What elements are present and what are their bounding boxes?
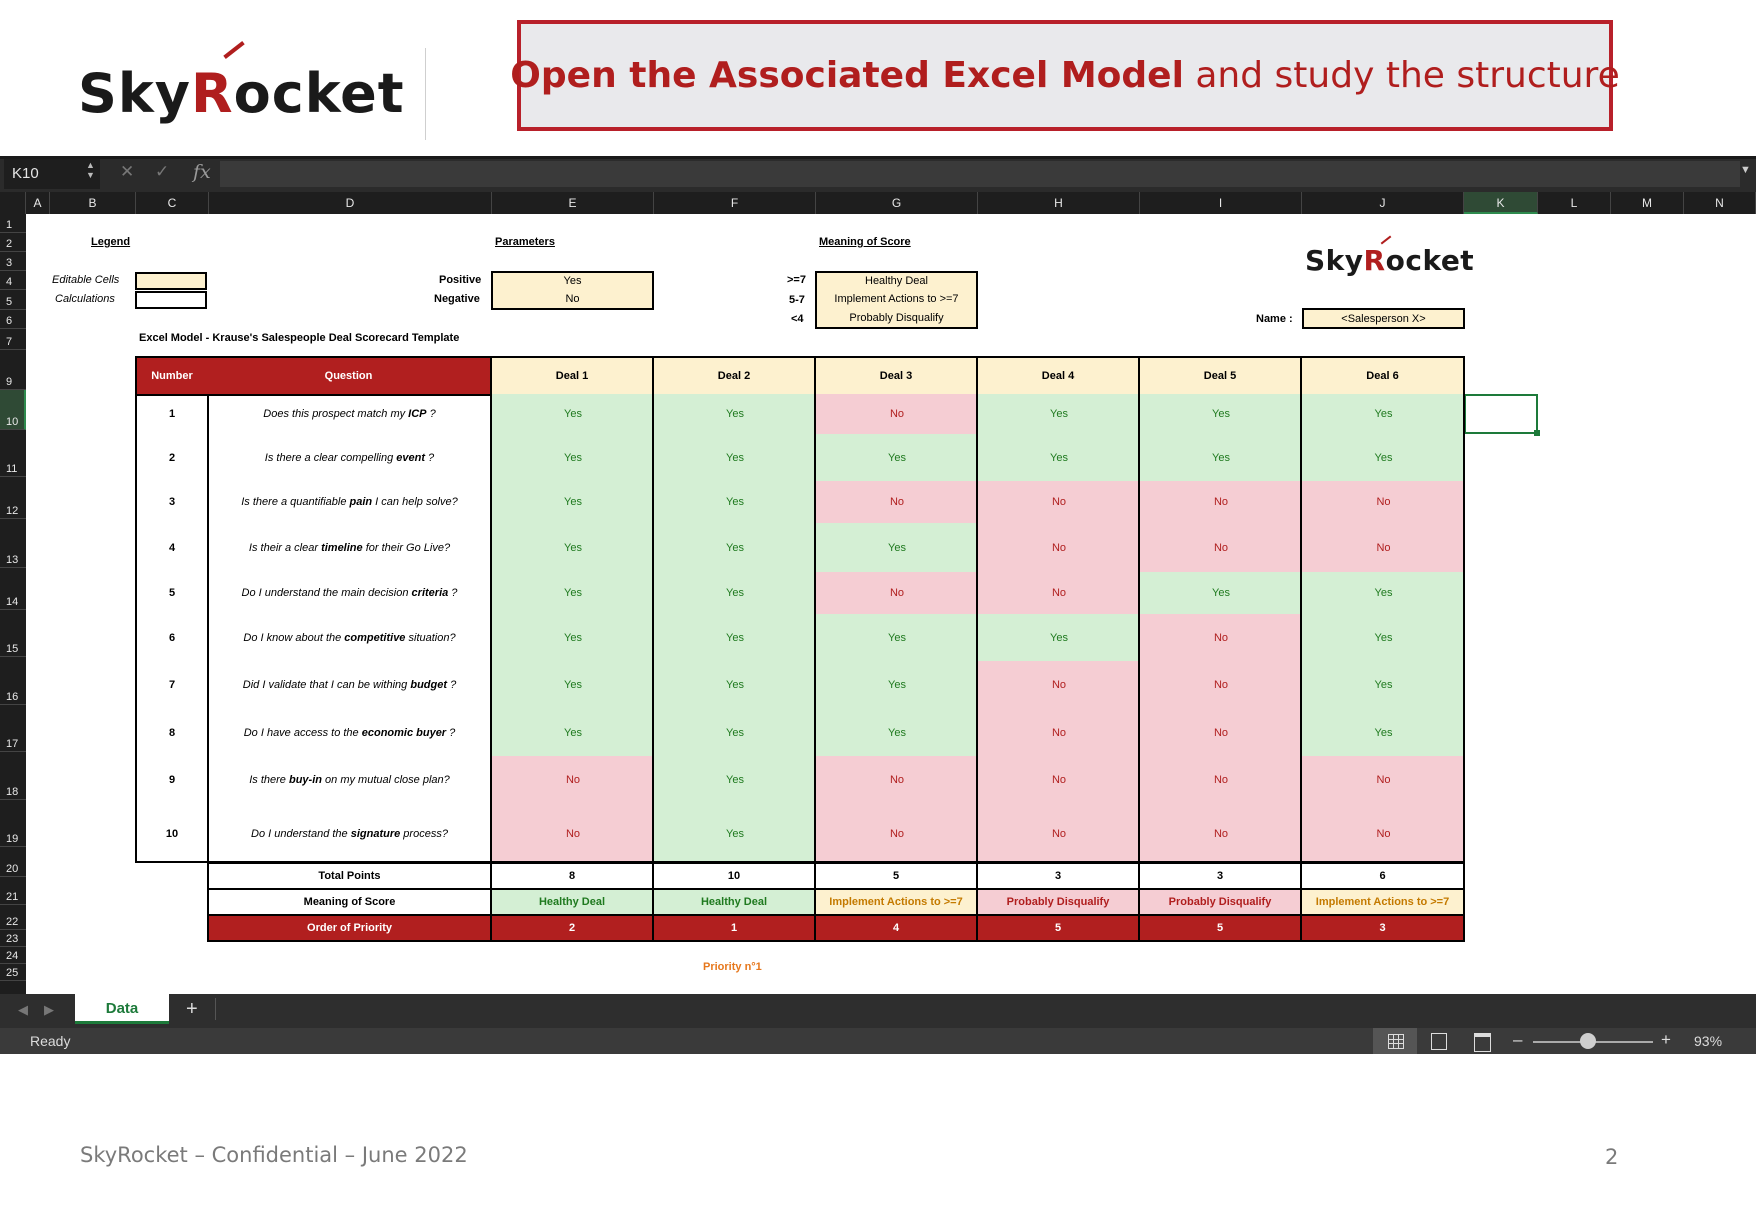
answer-cell[interactable]: Yes	[1138, 434, 1302, 481]
answer-cell[interactable]: No	[814, 804, 978, 863]
row-header[interactable]: 15	[0, 610, 26, 657]
meaning-op: >=7	[787, 274, 806, 286]
question-text-part: ?	[448, 587, 458, 599]
header-deal: Deal 6	[1300, 356, 1465, 396]
answer-cell[interactable]: Yes	[490, 394, 654, 434]
answer-cell[interactable]: Yes	[1138, 572, 1302, 614]
sheet-tab-data[interactable]: Data	[75, 994, 169, 1024]
total-points-cell: 8	[490, 862, 654, 890]
answer-cell[interactable]: Yes	[652, 434, 816, 481]
total-points-cell: 3	[976, 862, 1140, 890]
col-header[interactable]: J	[1302, 192, 1464, 214]
col-header[interactable]: E	[492, 192, 654, 214]
question-text	[207, 572, 492, 614]
status-text: Ready	[30, 1033, 71, 1049]
question-keyword: signature	[350, 827, 401, 840]
logo-text-r: R	[191, 62, 234, 125]
row-header[interactable]: 3	[0, 252, 26, 271]
logo-text-r: R	[1363, 244, 1386, 277]
meaning-score-cell: Healthy Deal	[652, 888, 816, 916]
answer-cell[interactable]: Yes	[1300, 572, 1465, 614]
question-text-part: Is there	[249, 774, 289, 786]
negative-value-cell[interactable]: No	[491, 289, 654, 310]
question-keyword: ICP	[408, 408, 427, 420]
question-number: 1	[168, 408, 176, 420]
answer-cell[interactable]: No	[1138, 481, 1302, 523]
answer-cell[interactable]: No	[490, 756, 654, 804]
total-points-cell: 6	[1300, 862, 1465, 890]
answer-cell[interactable]: No	[814, 572, 978, 614]
answer-cell[interactable]: Yes	[490, 481, 654, 523]
zoom-level[interactable]: 93%	[1694, 1033, 1723, 1049]
answer-cell[interactable]: No	[976, 523, 1140, 572]
question-text-part: process?	[400, 827, 448, 840]
question-number: 9	[168, 774, 176, 786]
meaning-cell[interactable]: Healthy Deal	[815, 271, 978, 291]
answer-cell[interactable]: No	[1138, 614, 1302, 661]
col-header[interactable]: L	[1538, 192, 1611, 214]
meaning-cell[interactable]: Probably Disqualify	[815, 308, 978, 329]
answer-cell[interactable]: No	[1300, 481, 1465, 523]
answer-cell[interactable]: Yes	[1300, 661, 1465, 709]
meaning-score-cell: Implement Actions to >=7	[1300, 888, 1465, 916]
question-keyword: event	[396, 451, 425, 464]
col-header-selected[interactable]: K	[1464, 192, 1538, 214]
cancel-icon[interactable]: ✕	[120, 162, 135, 181]
row-header[interactable]: 1	[0, 214, 26, 233]
meaning-title: Meaning of Score	[819, 236, 911, 248]
answer-cell[interactable]: Yes	[1300, 614, 1465, 661]
answer-cell[interactable]: Yes	[1300, 394, 1465, 434]
column-headers	[0, 192, 1756, 214]
row-header[interactable]: 25	[0, 964, 26, 981]
row-header[interactable]: 13	[0, 519, 26, 568]
answer-cell[interactable]: Yes	[814, 614, 978, 661]
row-header[interactable]: 6	[0, 310, 26, 329]
question-number: 8	[168, 726, 176, 739]
question-keyword: budget	[410, 679, 448, 691]
answer-cell[interactable]: Yes	[976, 434, 1140, 481]
header-deal: Deal 5	[1138, 356, 1302, 396]
meaning-score-cell: Probably Disqualify	[976, 888, 1140, 916]
header-deal: Deal 3	[814, 356, 978, 396]
answer-cell[interactable]: No	[976, 756, 1140, 804]
answer-cell[interactable]: No	[1300, 804, 1465, 863]
question-text-part: for their Go Live?	[362, 541, 451, 554]
answer-cell[interactable]: Yes	[652, 614, 816, 661]
selected-cell-k10[interactable]	[1464, 394, 1538, 434]
answer-cell[interactable]: No	[976, 804, 1140, 863]
sheet-skyrocket-logo	[1305, 244, 1474, 277]
formula-expand-icon[interactable]: ▼	[1740, 164, 1751, 176]
question-text	[207, 614, 492, 661]
meaning-score-cell: Probably Disqualify	[1138, 888, 1302, 916]
page-break-view-icon[interactable]	[1474, 1033, 1491, 1052]
answer-cell[interactable]: No	[1138, 804, 1302, 863]
zoom-out-icon[interactable]: –	[1513, 1030, 1523, 1049]
col-header[interactable]: F	[654, 192, 816, 214]
question-text-part: ?	[426, 408, 436, 420]
priority-cell: 1	[652, 914, 816, 942]
answer-cell[interactable]: No	[1138, 523, 1302, 572]
positive-value-cell[interactable]: Yes	[491, 271, 654, 291]
question-text-part: I can help solve?	[372, 496, 458, 508]
col-header[interactable]: N	[1684, 192, 1756, 214]
question-text-part: Do I understand the	[251, 827, 351, 840]
answer-cell[interactable]: Yes	[814, 523, 978, 572]
answer-cell[interactable]: No	[814, 756, 978, 804]
answer-cell[interactable]: No	[1138, 756, 1302, 804]
meaning-score-cell: Implement Actions to >=7	[814, 888, 978, 916]
priority-cell: 3	[1300, 914, 1465, 942]
answer-cell[interactable]: Yes	[814, 434, 978, 481]
col-header[interactable]: A	[26, 192, 50, 214]
answer-cell[interactable]: Yes	[490, 661, 654, 709]
header-deal: Deal 1	[490, 356, 654, 396]
answer-cell[interactable]: No	[1300, 756, 1465, 804]
answer-cell[interactable]: Yes	[814, 661, 978, 709]
row-header[interactable]: 7	[0, 329, 26, 350]
instruction-banner	[510, 20, 1620, 131]
question-number: 5	[168, 587, 176, 599]
question-text-part: Do I know about the	[243, 631, 345, 644]
row-header[interactable]: 24	[0, 947, 26, 964]
question-text	[207, 756, 492, 804]
answer-cell[interactable]: Yes	[652, 481, 816, 523]
meaning-cell[interactable]: Implement Actions to >=7	[815, 289, 978, 310]
row-headers	[0, 214, 26, 994]
header-number: Number	[135, 356, 209, 396]
question-text-part: Did I validate that I can be withing	[242, 679, 411, 691]
answer-cell[interactable]: No	[814, 481, 978, 523]
priority-cell: 5	[1138, 914, 1302, 942]
page-layout-view-icon[interactable]	[1431, 1033, 1447, 1050]
select-all-corner[interactable]	[0, 192, 26, 214]
skyrocket-logo	[78, 62, 405, 125]
prev-sheet-icon[interactable]: ◀	[18, 1002, 28, 1017]
positive-label: Positive	[439, 274, 482, 286]
priority-cell: 2	[490, 914, 654, 942]
question-keyword: criteria	[411, 587, 449, 599]
question-text-part: ?	[425, 451, 435, 464]
question-text-part: ?	[447, 679, 457, 691]
zoom-in-icon[interactable]: +	[1661, 1030, 1671, 1049]
col-header[interactable]: G	[816, 192, 978, 214]
question-text-part: Is their a clear	[248, 541, 322, 554]
header-divider	[425, 48, 426, 140]
answer-cell[interactable]: No	[490, 804, 654, 863]
answer-cell[interactable]: Yes	[490, 523, 654, 572]
legend-editable-swatch	[135, 272, 207, 290]
row-header-selected[interactable]: 10	[0, 390, 26, 430]
answer-cell[interactable]: Yes	[976, 614, 1140, 661]
banner-text: and study the structure	[1183, 55, 1620, 96]
answer-cell[interactable]: Yes	[652, 709, 816, 756]
col-header[interactable]: H	[978, 192, 1140, 214]
legend-calc-swatch	[135, 291, 207, 309]
salesperson-name-cell[interactable]: <Salesperson X>	[1302, 308, 1465, 329]
header-deal: Deal 2	[652, 356, 816, 396]
answer-cell[interactable]: Yes	[490, 434, 654, 481]
name-label: Name :	[1256, 313, 1293, 325]
meaning-score-label: Meaning of Score	[207, 888, 492, 916]
question-keyword: competitive	[344, 631, 406, 644]
enter-icon[interactable]: ✓	[155, 162, 170, 181]
question-number: 4	[168, 541, 176, 554]
answer-cell[interactable]: No	[814, 394, 978, 434]
answer-cell[interactable]: Yes	[490, 572, 654, 614]
question-text-part: Do I understand the main decision	[241, 587, 412, 599]
total-points-cell: 10	[652, 862, 816, 890]
logo-text-ocket: ocket	[1385, 244, 1475, 277]
legend-calc-label: Calculations	[55, 293, 115, 305]
question-number: 3	[168, 496, 176, 508]
row-header[interactable]: 19	[0, 800, 26, 847]
page-number: 2	[1605, 1145, 1619, 1169]
priority-label: Order of Priority	[207, 914, 492, 942]
question-keyword: timeline	[321, 541, 363, 554]
add-sheet-button[interactable]: +	[186, 998, 198, 1020]
answer-cell[interactable]: Yes	[652, 756, 816, 804]
answer-cell[interactable]: Yes	[814, 709, 978, 756]
priority-cell: 4	[814, 914, 978, 942]
negative-label: Negative	[434, 293, 480, 305]
answer-cell[interactable]: No	[976, 572, 1140, 614]
answer-cell[interactable]: Yes	[652, 661, 816, 709]
question-text	[207, 661, 492, 709]
col-header[interactable]: M	[1611, 192, 1684, 214]
question-text-part: ?	[446, 726, 456, 739]
answer-cell[interactable]: No	[1138, 709, 1302, 756]
question-number: 10	[165, 827, 179, 840]
question-text	[207, 394, 492, 434]
answer-cell[interactable]: Yes	[1300, 709, 1465, 756]
answer-cell[interactable]: Yes	[652, 572, 816, 614]
meaning-op: 5-7	[789, 294, 805, 306]
question-text-part: Is there a clear compelling	[264, 451, 397, 464]
question-text	[207, 434, 492, 481]
answer-cell[interactable]: Yes	[652, 394, 816, 434]
next-sheet-icon[interactable]: ▶	[44, 1002, 54, 1017]
row-header[interactable]: 16	[0, 657, 26, 705]
row-header[interactable]: 17	[0, 705, 26, 752]
priority-note: Priority n°1	[703, 961, 762, 973]
answer-cell[interactable]: No	[976, 481, 1140, 523]
meaning-op: <4	[791, 313, 804, 325]
row-header[interactable]: 18	[0, 752, 26, 800]
logo-text-sky: Sky	[78, 62, 192, 125]
answer-cell[interactable]: Yes	[976, 394, 1140, 434]
answer-cell[interactable]: No	[1300, 523, 1465, 572]
row-header[interactable]: 22	[0, 905, 26, 930]
question-text-part: situation?	[405, 631, 456, 644]
question-keyword: buy-in	[288, 774, 322, 786]
question-number: 2	[168, 451, 176, 464]
row-header[interactable]: 14	[0, 568, 26, 610]
question-text	[207, 804, 492, 863]
answer-cell[interactable]: Yes	[490, 709, 654, 756]
priority-cell: 5	[976, 914, 1140, 942]
question-keyword: pain	[349, 496, 373, 508]
sheet-tab-bar	[0, 994, 1756, 1028]
fill-handle[interactable]	[1534, 430, 1540, 436]
zoom-slider-thumb[interactable]	[1580, 1033, 1596, 1049]
row-header[interactable]: 9	[0, 350, 26, 390]
answer-cell[interactable]: Yes	[1300, 434, 1465, 481]
logo-accent-mark	[223, 41, 244, 59]
question-number: 7	[168, 679, 176, 691]
meaning-score-cell: Healthy Deal	[490, 888, 654, 916]
answer-cell[interactable]: Yes	[652, 523, 816, 572]
row-header[interactable]: 20	[0, 847, 26, 877]
answer-cell[interactable]: Yes	[652, 804, 816, 863]
formula-input[interactable]	[220, 161, 1740, 187]
row-header[interactable]: 4	[0, 271, 26, 290]
model-title: Excel Model - Krause's Salespeople Deal Scorecard Template	[139, 332, 460, 344]
col-header[interactable]: I	[1140, 192, 1302, 214]
footer-confidential: SkyRocket – Confidential – June 2022	[80, 1143, 468, 1167]
legend-editable-label: Editable Cells	[52, 274, 120, 286]
answer-cell[interactable]: No	[976, 709, 1140, 756]
legend-title: Legend	[91, 236, 131, 248]
question-text-part: Do I have access to the	[243, 726, 362, 739]
question-number: 6	[168, 631, 176, 644]
question-text	[207, 709, 492, 756]
row-header[interactable]: 21	[0, 877, 26, 905]
logo-text-sky: Sky	[1305, 244, 1364, 277]
fx-label[interactable]: fx	[193, 161, 211, 183]
question-text-part: Does this prospect match my	[263, 408, 409, 420]
question-text-part: on my mutual close plan?	[321, 774, 450, 786]
normal-view-icon	[1388, 1034, 1404, 1049]
total-points-cell: 5	[814, 862, 978, 890]
parameters-title: Parameters	[495, 236, 555, 248]
header-deal: Deal 4	[976, 356, 1140, 396]
answer-cell[interactable]: No	[976, 661, 1140, 709]
row-header[interactable]: 12	[0, 477, 26, 519]
header-question: Question	[207, 356, 492, 396]
total-points-label: Total Points	[207, 862, 492, 890]
col-header[interactable]: C	[136, 192, 209, 214]
answer-cell[interactable]: Yes	[490, 614, 654, 661]
row-header[interactable]: 23	[0, 930, 26, 947]
row-header[interactable]: 5	[0, 290, 26, 310]
row-header[interactable]: 11	[0, 430, 26, 477]
question-text	[207, 523, 492, 572]
question-text-part: Is there a quantifiable	[241, 496, 350, 508]
name-box-stepper-icon[interactable]: ▲ ▼	[86, 160, 95, 180]
tab-divider	[215, 998, 216, 1020]
col-header[interactable]: B	[50, 192, 136, 214]
question-keyword: economic buyer	[361, 726, 447, 739]
col-header[interactable]: D	[209, 192, 492, 214]
name-box[interactable]: K10	[4, 159, 100, 189]
question-text	[207, 481, 492, 523]
answer-cell[interactable]: No	[1138, 661, 1302, 709]
row-header[interactable]: 2	[0, 233, 26, 252]
status-bar	[0, 1028, 1756, 1054]
banner-bold-text: Open the Associated Excel Model	[510, 55, 1184, 96]
logo-text-ocket: ocket	[233, 62, 405, 125]
answer-cell[interactable]: Yes	[1138, 394, 1302, 434]
total-points-cell: 3	[1138, 862, 1302, 890]
